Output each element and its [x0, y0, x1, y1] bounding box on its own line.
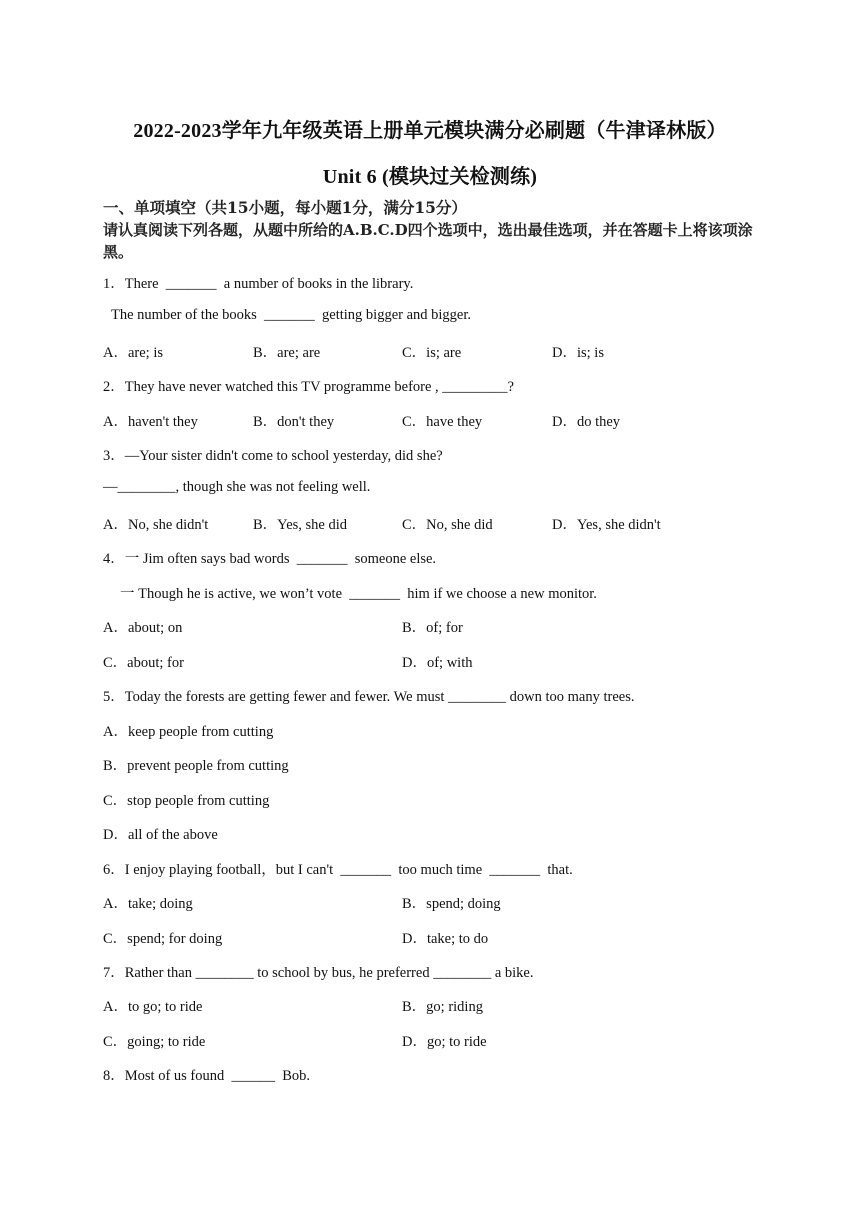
option-c: C．is; are	[402, 345, 462, 361]
option-c: C．about; for	[103, 655, 184, 671]
question-stem: 5．Today the forests are getting fewer and fewer. We must ________ down too many trees.	[103, 689, 635, 705]
option-a: A．haven't they	[103, 414, 198, 430]
option-b: B．spend; doing	[402, 896, 501, 912]
option-d: D．Yes, she didn't	[552, 517, 661, 533]
option-c: C．No, she did	[402, 517, 493, 533]
option-a: A．about; on	[103, 620, 183, 636]
question-stem: 1．There _______ a number of books in the library.	[103, 276, 414, 292]
option-d: D．do they	[552, 414, 621, 430]
option-d: D．go; to ride	[402, 1034, 487, 1050]
question-stem: 7．Rather than ________ to school by bus, he preferred ________ a bike.	[103, 965, 534, 981]
option-b: B．go; riding	[402, 999, 483, 1015]
option-a: A．are; is	[103, 345, 163, 361]
option-c: C．spend; for doing	[103, 931, 223, 947]
section-heading: 一、单项填空（共15小题，每小题1分，满分15分）	[103, 198, 467, 217]
question-stem: 6．I enjoy playing football，but I can't _______ too much time _______ that.	[103, 862, 573, 878]
question-stem-line2: The number of the books _______ getting bigger and bigger.	[111, 307, 472, 323]
option-c: C．stop people from cutting	[103, 793, 270, 809]
option-a: A．to go; to ride	[103, 999, 203, 1015]
option-a: A．take; doing	[103, 896, 193, 912]
option-a: A．No, she didn't	[103, 517, 209, 533]
option-b: B．don't they	[253, 414, 335, 430]
option-d: D．all of the above	[103, 827, 218, 843]
option-c: C．have they	[402, 414, 483, 430]
document-subtitle: Unit 6 (模块过关检测练)	[322, 166, 538, 188]
question-stem-line2: —________, though she was not feeling well.	[103, 479, 371, 495]
option-b: B．prevent people from cutting	[103, 758, 289, 774]
option-d: D．is; is	[552, 345, 604, 361]
option-a: A．keep people from cutting	[103, 724, 274, 740]
question-stem-line2: 一 Though he is active, we won’t vote _______ him if we choose a new monitor.	[120, 586, 597, 602]
section-instruction: 请认真阅读下列各题，从题中所给的A.B.C.D四个选项中，选出最佳选项，并在答题卡上将该项涂黑。	[103, 221, 753, 261]
question-stem: 4．一 Jim often says bad words _______ someone else.	[103, 551, 437, 567]
option-d: D．of; with	[402, 655, 473, 671]
document-title: 2022-2023学年九年级英语上册单元模块满分必刷题（牛津译林版）	[133, 120, 727, 142]
option-c: C．going; to ride	[103, 1034, 206, 1050]
option-b: B．of; for	[402, 620, 463, 636]
option-b: B．are; are	[253, 345, 321, 361]
question-stem: 2．They have never watched this TV programme before , _________?	[103, 379, 514, 395]
question-stem: 8．Most of us found ______ Bob.	[103, 1068, 311, 1084]
question-stem: 3．—Your sister didn't come to school yesterday, did she?	[103, 448, 443, 464]
option-b: B．Yes, she did	[253, 517, 348, 533]
option-d: D．take; to do	[402, 931, 489, 947]
